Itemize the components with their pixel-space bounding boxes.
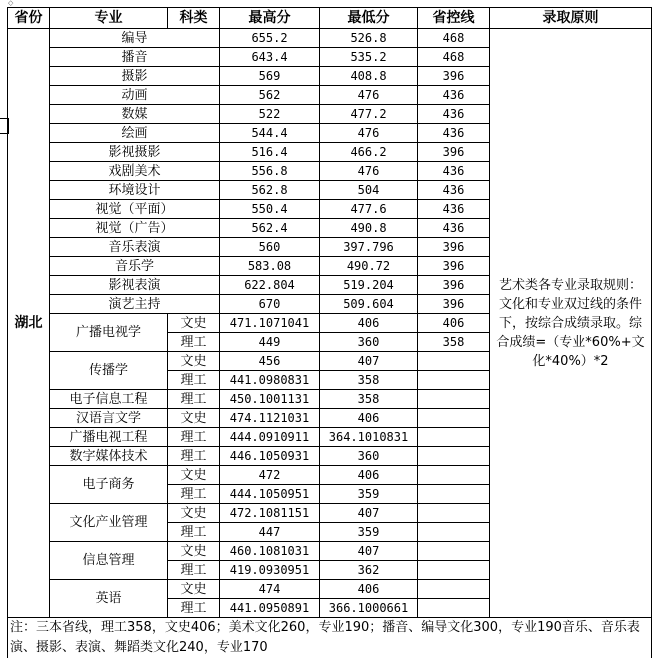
major-cell: 信息管理 (50, 542, 168, 580)
major-cell: 动画 (50, 86, 220, 105)
min-score-cell: 397.796 (320, 238, 418, 257)
control-line-cell: 406 (418, 314, 490, 333)
control-line-cell: 396 (418, 67, 490, 86)
min-score-cell: 476 (320, 124, 418, 143)
control-line-cell: 436 (418, 219, 490, 238)
table-row (8, 29, 652, 48)
category-cell: 理工 (168, 390, 220, 409)
major-cell: 英语 (50, 580, 168, 618)
major-cell: 广播电视学 (50, 314, 168, 352)
header-province: 省份 (8, 8, 50, 29)
major-cell: 广播电视工程 (50, 428, 168, 447)
admission-principle-cell: 艺术类各专业录取规则：文化和专业双过线的条件下，按综合成绩录取。综合成绩=（专业*60%+文化*40%）*2 (490, 29, 652, 618)
control-line-cell (418, 485, 490, 504)
category-cell: 文史 (168, 504, 220, 523)
control-line-cell (418, 352, 490, 371)
control-line-cell (418, 447, 490, 466)
category-cell: 理工 (168, 333, 220, 352)
control-line-cell (418, 561, 490, 580)
max-score-cell: 556.8 (220, 162, 320, 181)
major-cell: 数字媒体技术 (50, 447, 168, 466)
admission-table (7, 7, 652, 658)
category-cell: 理工 (168, 485, 220, 504)
control-line-cell: 396 (418, 143, 490, 162)
control-line-cell (418, 409, 490, 428)
max-score-cell: 562.8 (220, 181, 320, 200)
province-cell: 湖北 (8, 29, 50, 618)
max-score-cell: 622.804 (220, 276, 320, 295)
major-cell: 影视表演 (50, 276, 220, 295)
control-line-cell: 436 (418, 86, 490, 105)
major-cell: 文化产业管理 (50, 504, 168, 542)
min-score-cell: 490.8 (320, 219, 418, 238)
min-score-cell: 360 (320, 447, 418, 466)
min-score-cell: 362 (320, 561, 418, 580)
min-score-cell: 476 (320, 162, 418, 181)
control-line-cell (418, 599, 490, 618)
min-score-cell: 364.1010831 (320, 428, 418, 447)
max-score-cell: 472 (220, 466, 320, 485)
max-score-cell: 670 (220, 295, 320, 314)
control-line-cell (418, 390, 490, 409)
footnote: 注：三本省线，理工358，文史406；美术文化260，专业190；播音、编导文化300，专业190音乐、音乐表演、摄影、表演、舞蹈类文化240，专业170 (8, 618, 652, 658)
min-score-cell: 407 (320, 352, 418, 371)
header-category: 科类 (168, 8, 220, 29)
category-cell: 文史 (168, 580, 220, 599)
major-cell: 音乐表演 (50, 238, 220, 257)
max-score-cell: 474.1121031 (220, 409, 320, 428)
control-line-cell: 436 (418, 124, 490, 143)
category-cell: 理工 (168, 447, 220, 466)
header-principle: 录取原则 (490, 8, 652, 29)
min-score-cell: 406 (320, 409, 418, 428)
control-line-cell: 396 (418, 257, 490, 276)
min-score-cell: 476 (320, 86, 418, 105)
control-line-cell: 436 (418, 162, 490, 181)
max-score-cell: 550.4 (220, 200, 320, 219)
min-score-cell: 504 (320, 181, 418, 200)
min-score-cell: 535.2 (320, 48, 418, 67)
header-max-score: 最高分 (220, 8, 320, 29)
max-score-cell: 583.08 (220, 257, 320, 276)
category-cell: 文史 (168, 409, 220, 428)
min-score-cell: 406 (320, 580, 418, 599)
major-cell: 编导 (50, 29, 220, 48)
major-cell: 演艺主持 (50, 295, 220, 314)
min-score-cell: 477.2 (320, 105, 418, 124)
major-cell: 视觉（广告） (50, 219, 220, 238)
min-score-cell: 406 (320, 314, 418, 333)
max-score-cell: 562.4 (220, 219, 320, 238)
control-line-cell: 396 (418, 276, 490, 295)
control-line-cell: 396 (418, 295, 490, 314)
major-cell: 电子商务 (50, 466, 168, 504)
min-score-cell: 358 (320, 371, 418, 390)
control-line-cell: 436 (418, 200, 490, 219)
control-line-cell (418, 371, 490, 390)
max-score-cell: 444.1050951 (220, 485, 320, 504)
max-score-cell: 419.0930951 (220, 561, 320, 580)
max-score-cell: 472.1081151 (220, 504, 320, 523)
control-line-cell: 468 (418, 48, 490, 67)
min-score-cell: 490.72 (320, 257, 418, 276)
max-score-cell: 569 (220, 67, 320, 86)
category-cell: 理工 (168, 371, 220, 390)
header-major: 专业 (50, 8, 168, 29)
max-score-cell: 456 (220, 352, 320, 371)
min-score-cell: 407 (320, 504, 418, 523)
category-cell: 文史 (168, 466, 220, 485)
max-score-cell: 441.0980831 (220, 371, 320, 390)
min-score-cell: 406 (320, 466, 418, 485)
major-cell: 戏剧美术 (50, 162, 220, 181)
max-score-cell: 522 (220, 105, 320, 124)
max-score-cell: 643.4 (220, 48, 320, 67)
max-score-cell: 516.4 (220, 143, 320, 162)
category-cell: 理工 (168, 428, 220, 447)
min-score-cell: 519.204 (320, 276, 418, 295)
max-score-cell: 450.1001131 (220, 390, 320, 409)
min-score-cell: 360 (320, 333, 418, 352)
major-cell: 绘画 (50, 124, 220, 143)
max-score-cell: 449 (220, 333, 320, 352)
major-cell: 电子信息工程 (50, 390, 168, 409)
note-row (8, 618, 652, 658)
min-score-cell: 477.6 (320, 200, 418, 219)
category-cell: 文史 (168, 542, 220, 561)
min-score-cell: 359 (320, 523, 418, 542)
control-line-cell (418, 580, 490, 599)
major-cell: 视觉（平面） (50, 200, 220, 219)
control-line-cell: 396 (418, 238, 490, 257)
header-control-line: 省控线 (418, 8, 490, 29)
category-cell: 文史 (168, 314, 220, 333)
major-cell: 环境设计 (50, 181, 220, 200)
major-cell: 数媒 (50, 105, 220, 124)
header-row (8, 8, 652, 29)
control-line-cell (418, 542, 490, 561)
major-cell: 播音 (50, 48, 220, 67)
max-score-cell: 444.0910911 (220, 428, 320, 447)
max-score-cell: 562 (220, 86, 320, 105)
min-score-cell: 366.1000661 (320, 599, 418, 618)
category-cell: 理工 (168, 561, 220, 580)
max-score-cell: 460.1081031 (220, 542, 320, 561)
max-score-cell: 560 (220, 238, 320, 257)
min-score-cell: 466.2 (320, 143, 418, 162)
control-line-cell: 468 (418, 29, 490, 48)
admission-table-sheet (7, 7, 651, 658)
sheet-corner-icon: ◇ (8, 0, 16, 7)
major-cell: 汉语言文学 (50, 409, 168, 428)
control-line-cell (418, 428, 490, 447)
control-line-cell (418, 504, 490, 523)
max-score-cell: 544.4 (220, 124, 320, 143)
header-min-score: 最低分 (320, 8, 418, 29)
max-score-cell: 471.1071041 (220, 314, 320, 333)
control-line-cell (418, 523, 490, 542)
min-score-cell: 509.604 (320, 295, 418, 314)
max-score-cell: 446.1050931 (220, 447, 320, 466)
max-score-cell: 441.0950891 (220, 599, 320, 618)
min-score-cell: 408.8 (320, 67, 418, 86)
min-score-cell: 358 (320, 390, 418, 409)
control-line-cell: 436 (418, 181, 490, 200)
min-score-cell: 526.8 (320, 29, 418, 48)
category-cell: 理工 (168, 523, 220, 542)
max-score-cell: 447 (220, 523, 320, 542)
control-line-cell: 436 (418, 105, 490, 124)
category-cell: 理工 (168, 599, 220, 618)
min-score-cell: 407 (320, 542, 418, 561)
control-line-cell: 358 (418, 333, 490, 352)
major-cell: 影视摄影 (50, 143, 220, 162)
max-score-cell: 655.2 (220, 29, 320, 48)
major-cell: 传播学 (50, 352, 168, 390)
category-cell: 文史 (168, 352, 220, 371)
major-cell: 音乐学 (50, 257, 220, 276)
major-cell: 摄影 (50, 67, 220, 86)
max-score-cell: 474 (220, 580, 320, 599)
min-score-cell: 359 (320, 485, 418, 504)
control-line-cell (418, 466, 490, 485)
